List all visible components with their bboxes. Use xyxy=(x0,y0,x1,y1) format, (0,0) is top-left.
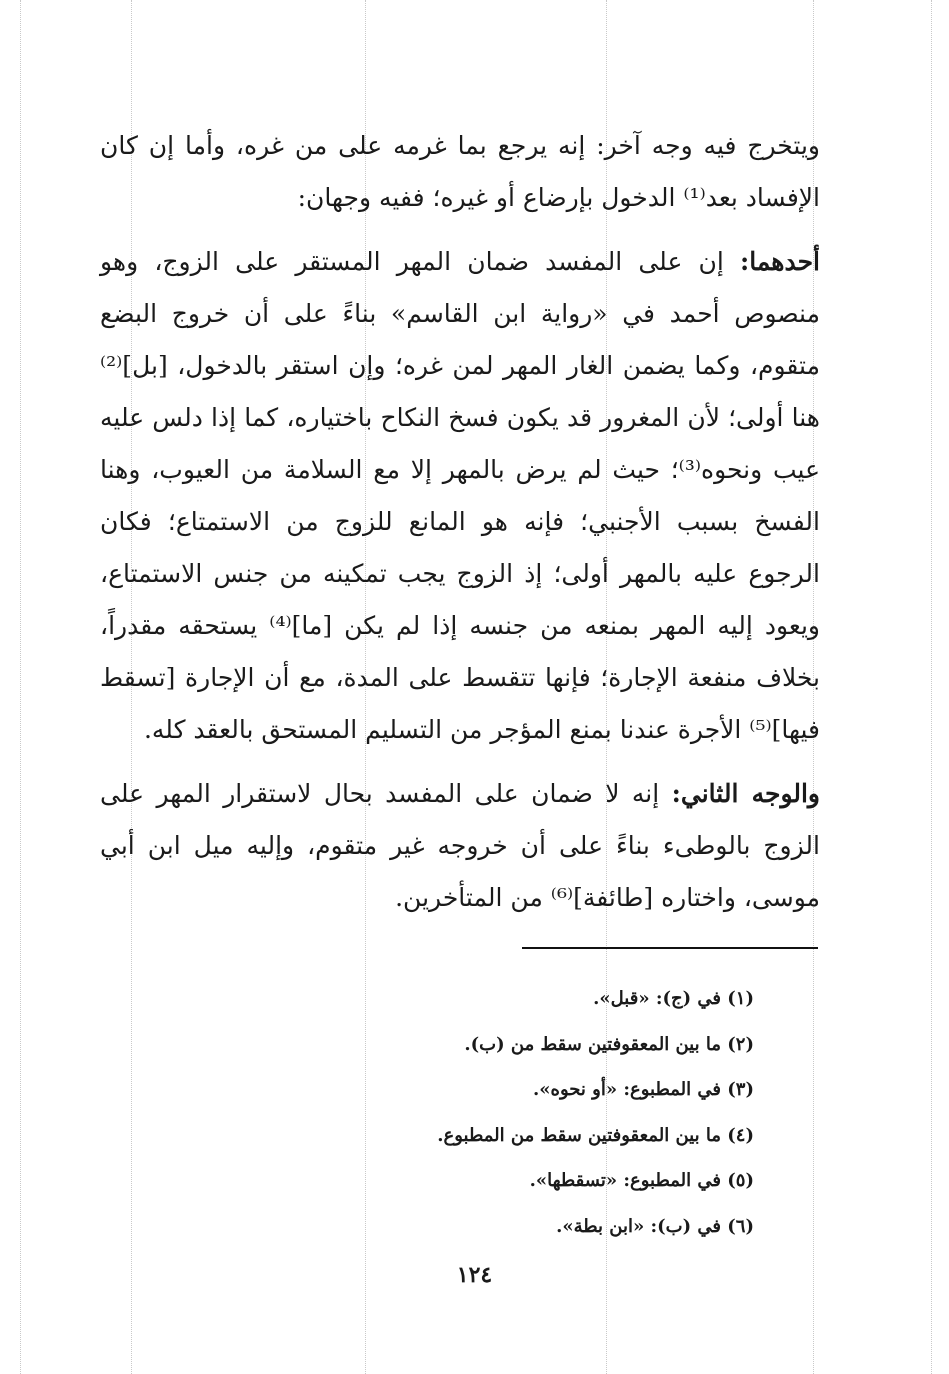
paragraph-lead: والوجه الثاني: xyxy=(671,779,820,808)
footnote-6: (٦) في (ب): «ابن بطة». xyxy=(556,1215,754,1237)
paragraph-text: إن على المفسد ضمان المهر المستقر على الزوج، وهو منصوص أحمد في «رواية ابن القاسم» بناءً على أن خروج البضع متقوم، وكما يضمن الغار المهر لمن غره؛ وإن استقر بالدخول، [بل]⁽²⁾ هنا أولى؛ لأن المغرور قد يكون فسخ النكاح باختياره، كما إذا دلس عليه عيب ونحوه⁽³⁾؛ حيث لم يرض بالمهر إلا مع السلامة من العيوب، وهنا الفسخ بسبب الأجنبي؛ فإنه هو المانع للزوج من الاستمتاع؛ فكان الرجوع عليه بالمهر أولى؛ إذ الزوج يجب تمكينه من جنس الاستمتاع، ويعود إليه المهر بمنعه من جنسه إذا لم يكن [ما]⁽⁴⁾ يستحقه مقدراً، بخلاف منفعة الإجارة؛ فإنها تتقسط على المدة، مع أن الإجارة [تسقط فيها]⁽⁵⁾ الأجرة عندنا بمنع المؤجر من التسليم المستحق بالعقد كله. xyxy=(100,247,821,744)
paragraph-lead: أحدهما: xyxy=(739,247,820,276)
main-text xyxy=(100,120,820,936)
paragraph-text: إنه لا ضمان على المفسد بحال لاستقرار المهر على الزوج بالوطىء بناءً على أن خروجه غير متقوم، وإليه ميل ابن أبي موسى، واختاره [طائفة]⁽⁶⁾ من المتأخرين. xyxy=(100,779,820,912)
footnotes xyxy=(334,976,754,1249)
paragraph-text: ويتخرج فيه وجه آخر: إنه يرجع بما غرمه على من غره، وأما إن كان الإفساد بعد⁽¹⁾ الدخول بإرضاع أو غيره؛ ففيه وجهان: xyxy=(100,131,820,212)
page-number: ١٢٤ xyxy=(456,1262,493,1288)
paragraph-2 xyxy=(100,236,820,756)
footnote-separator xyxy=(522,947,818,949)
footnote-4: (٤) ما بين المعقوفتين سقط من المطبوع. xyxy=(437,1124,754,1146)
guide-line xyxy=(20,0,21,1374)
footnote-5: (٥) في المطبوع: «تسقطها». xyxy=(529,1170,754,1191)
guide-line xyxy=(931,0,932,1374)
footnote-3: (٣) في المطبوع: «أو نحوه». xyxy=(533,1079,754,1100)
footnote-1: (١) في (ج): «قبل». xyxy=(593,988,754,1009)
paragraph-3 xyxy=(100,768,820,924)
footnote-2: (٢) ما بين المعقوفتين سقط من (ب). xyxy=(464,1033,754,1055)
paragraph-1 xyxy=(100,120,820,224)
